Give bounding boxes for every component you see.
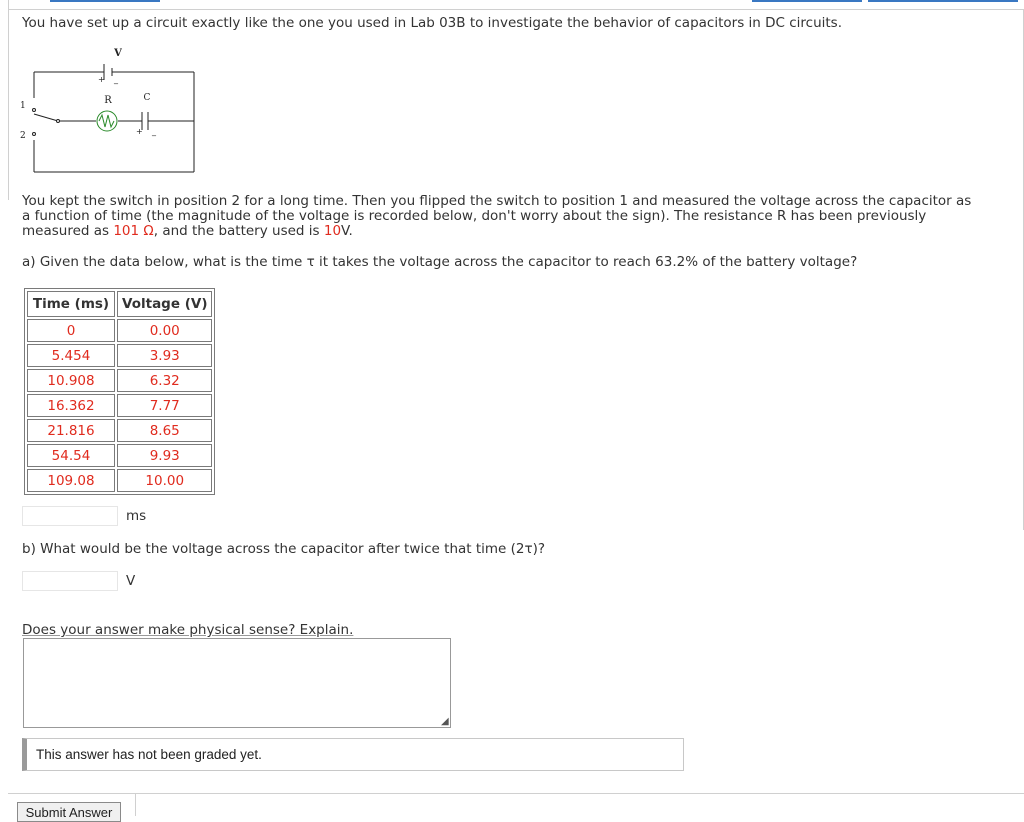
- top-tab-right: [868, 0, 1018, 2]
- submit-answer-button[interactable]: Submit Answer: [17, 802, 121, 822]
- time-cell: 10.908: [27, 369, 115, 392]
- table-row: [27, 319, 212, 342]
- svg-text:_: _: [152, 127, 156, 136]
- time-cell: 109.08: [27, 469, 115, 492]
- part-b-prompt: b) What would be the voltage across the capacitor after twice that time (2τ)?: [22, 541, 546, 557]
- part-b-answer-input[interactable]: [22, 571, 118, 591]
- table-row: [27, 369, 212, 392]
- voltage-cell: 6.32: [117, 369, 212, 392]
- voltage-cell: 0.00: [117, 319, 212, 342]
- bottom-divider: [8, 793, 1024, 794]
- table-row: [27, 394, 212, 417]
- resistor-label: R: [104, 95, 112, 106]
- part-a-prompt: a) Given the data below, what is the time τ it takes the voltage across the capacitor to reach 63.2% of the battery voltage?: [22, 254, 858, 270]
- voltage-cell: 8.65: [117, 419, 212, 442]
- bottom-vertical-divider: [135, 794, 136, 816]
- time-cell: 16.362: [27, 394, 115, 417]
- table-row: [27, 419, 212, 442]
- time-cell: 54.54: [27, 444, 115, 467]
- grading-status-box: [22, 738, 684, 771]
- top-tab-left: [50, 0, 160, 2]
- voltage-cell: 7.77: [117, 394, 212, 417]
- battery-label: V: [114, 48, 122, 59]
- circuit-diagram: [18, 42, 208, 178]
- svg-text:+: +: [98, 75, 105, 84]
- resistance-value: 101: [113, 223, 140, 239]
- voltage-cell: 3.93: [117, 344, 212, 367]
- question-description: You kept the switch in position 2 for a long time. Then you flipped the switch to position 1 and measured the voltage across the capacitor as a function of time (the magnitude of the voltage is recorded below, don't worry about the sign). The resistance R has been previously measured as 101 Ω, and the battery used is 10V.: [22, 193, 972, 239]
- grading-status-text: This answer has not been graded yet.: [36, 747, 262, 762]
- table-row: [27, 469, 212, 492]
- top-tab-mid: [752, 0, 862, 2]
- time-cell: 0: [27, 319, 115, 342]
- explain-textarea[interactable]: [23, 638, 451, 728]
- data-table: [24, 288, 215, 495]
- voltage-cell: 9.93: [117, 444, 212, 467]
- battery-value: 10: [323, 223, 342, 239]
- switch-pos-2-label: 2: [20, 131, 26, 141]
- switch-lever: [34, 114, 58, 121]
- time-cell: 21.816: [27, 419, 115, 442]
- resize-grip-icon[interactable]: ◢: [441, 716, 449, 727]
- explain-label: Does your answer make physical sense? Explain.: [22, 622, 354, 638]
- left-border: [8, 10, 9, 200]
- svg-text:_: _: [114, 75, 118, 84]
- table-header-time: Time (ms): [27, 291, 115, 317]
- svg-text:+: +: [136, 127, 143, 136]
- capacitor-label: C: [143, 93, 151, 103]
- table-row: [27, 344, 212, 367]
- switch-pos-1-label: 1: [20, 101, 26, 111]
- table-header-voltage: Voltage (V): [117, 291, 212, 317]
- time-cell: 5.454: [27, 344, 115, 367]
- part-a-unit: ms: [126, 508, 147, 524]
- part-b-unit: V: [126, 573, 136, 589]
- part-a-answer-input[interactable]: [22, 506, 118, 526]
- table-header-row: [27, 291, 212, 317]
- table-row: [27, 444, 212, 467]
- question-intro: You have set up a circuit exactly like the one you used in Lab 03B to investigate the behavior of capacitors in DC circuits.: [22, 15, 842, 31]
- voltage-cell: 10.00: [117, 469, 212, 492]
